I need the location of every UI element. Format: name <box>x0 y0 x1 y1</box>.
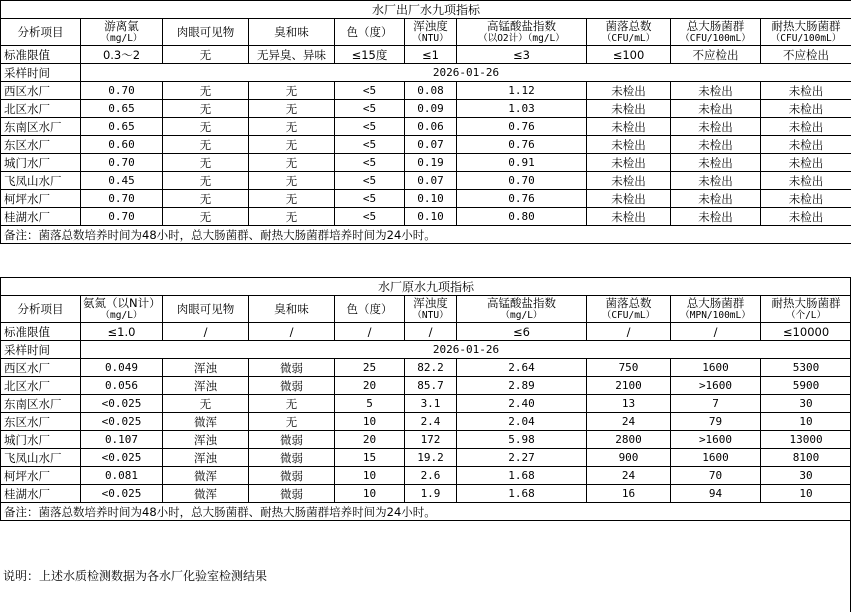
column-header-label: 耐热大肠菌群 <box>771 18 841 33</box>
plant-name-cell: 西区水厂 <box>1 82 81 100</box>
value-cell: 10 <box>335 413 405 431</box>
finished-water-table <box>0 0 851 244</box>
value-cell: 未检出 <box>671 190 761 208</box>
value-cell: 2100 <box>587 377 671 395</box>
value-cell: 2.4 <box>405 413 457 431</box>
value-cell: 0.10 <box>405 190 457 208</box>
value-cell: 0.07 <box>405 136 457 154</box>
title-row <box>1 278 851 296</box>
column-header-label: 臭和味 <box>274 24 309 39</box>
value-cell: 13000 <box>761 431 851 449</box>
value-cell: 5900 <box>761 377 851 395</box>
table-title: 水厂出厂水九项指标 <box>1 1 851 19</box>
column-header-unit: （以O2计）（mg/L） <box>478 32 565 44</box>
value-cell: 微浑 <box>163 467 249 485</box>
value-cell: 2.04 <box>457 413 587 431</box>
column-header <box>405 296 457 323</box>
value-cell: 0.70 <box>81 190 163 208</box>
value-cell: 1.68 <box>457 467 587 485</box>
table-row <box>1 395 851 413</box>
value-cell: 未检出 <box>587 154 671 172</box>
value-cell: 3.1 <box>405 395 457 413</box>
value-cell: 20 <box>335 431 405 449</box>
value-cell: 未检出 <box>761 100 851 118</box>
value-cell: 浑浊 <box>163 359 249 377</box>
column-header-label: 总大肠菌群 <box>686 295 745 310</box>
value-cell: 2.89 <box>457 377 587 395</box>
column-header-label: 分析项目 <box>17 301 64 316</box>
column-header-label: 色（度） <box>346 301 393 316</box>
note-row <box>1 503 851 521</box>
table-row <box>1 413 851 431</box>
value-cell: <5 <box>335 154 405 172</box>
column-header <box>335 19 405 46</box>
column-header-unit: （MPN/100mL） <box>680 309 751 321</box>
value-cell: 1.12 <box>457 82 587 100</box>
value-cell: 未检出 <box>671 118 761 136</box>
value-cell: 1600 <box>671 359 761 377</box>
column-header-unit: （个/L） <box>786 309 827 321</box>
value-cell: <0.025 <box>81 449 163 467</box>
standard-cell: 不应检出 <box>761 46 851 64</box>
standard-cell: 标准限值 <box>1 46 81 64</box>
value-cell: 0.70 <box>81 154 163 172</box>
plant-name-cell: 柯坪水厂 <box>1 467 81 485</box>
table-row <box>1 377 851 395</box>
value-cell: 0.08 <box>405 82 457 100</box>
value-cell: 无 <box>163 118 249 136</box>
note-row <box>1 226 851 244</box>
value-cell: 无 <box>249 136 335 154</box>
value-cell: 0.80 <box>457 208 587 226</box>
value-cell: 0.70 <box>457 172 587 190</box>
standard-cell: / <box>671 323 761 341</box>
table-row <box>1 172 851 190</box>
value-cell: 未检出 <box>587 190 671 208</box>
value-cell: <0.025 <box>81 413 163 431</box>
table-row <box>1 100 851 118</box>
column-header-unit: （mg/L） <box>100 309 143 321</box>
column-header <box>81 296 163 323</box>
value-cell: 无 <box>249 395 335 413</box>
value-cell: 无 <box>163 100 249 118</box>
value-cell: 0.107 <box>81 431 163 449</box>
value-cell: <5 <box>335 172 405 190</box>
column-header <box>457 19 587 46</box>
value-cell: 2.40 <box>457 395 587 413</box>
column-header <box>587 19 671 46</box>
value-cell: <0.025 <box>81 395 163 413</box>
column-header <box>249 296 335 323</box>
plant-name-cell: 西区水厂 <box>1 359 81 377</box>
column-header-label: 氨氮（以N计） <box>83 295 161 310</box>
plant-name-cell: 飞凤山水厂 <box>1 449 81 467</box>
column-header <box>163 19 249 46</box>
value-cell: 微浑 <box>163 485 249 503</box>
sampling-row <box>1 64 851 82</box>
standard-cell: ≤3 <box>457 46 587 64</box>
column-header-unit: （NTU） <box>412 32 449 44</box>
plant-name-cell: 东区水厂 <box>1 136 81 154</box>
value-cell: <5 <box>335 82 405 100</box>
value-cell: 0.91 <box>457 154 587 172</box>
standard-cell: ≤6 <box>457 323 587 341</box>
column-header <box>335 296 405 323</box>
value-cell: 浑浊 <box>163 431 249 449</box>
column-header-unit: （mg/L） <box>500 309 543 321</box>
value-cell: 微弱 <box>249 359 335 377</box>
column-header <box>1 296 81 323</box>
column-header-label: 耐热大肠菌群 <box>771 295 841 310</box>
value-cell: <5 <box>335 100 405 118</box>
value-cell: 900 <box>587 449 671 467</box>
table-row <box>1 154 851 172</box>
value-cell: 750 <box>587 359 671 377</box>
table2-body <box>1 278 851 521</box>
standard-cell: / <box>405 323 457 341</box>
standard-cell: 0.3～2 <box>81 46 163 64</box>
value-cell: 未检出 <box>761 82 851 100</box>
value-cell: 1600 <box>671 449 761 467</box>
value-cell: 无 <box>163 136 249 154</box>
value-cell: 10 <box>761 485 851 503</box>
raw-water-table <box>0 277 851 521</box>
value-cell: 0.45 <box>81 172 163 190</box>
column-header-label: 游离氯 <box>104 18 139 33</box>
table-title: 水厂原水九项指标 <box>1 278 851 296</box>
standard-cell: ≤100 <box>587 46 671 64</box>
value-cell: 0.10 <box>405 208 457 226</box>
value-cell: 未检出 <box>587 172 671 190</box>
column-header-unit: （NTU） <box>412 309 449 321</box>
value-cell: 未检出 <box>587 118 671 136</box>
column-header-label: 浑浊度 <box>413 18 448 33</box>
plant-name-cell: 北区水厂 <box>1 377 81 395</box>
value-cell: 未检出 <box>587 100 671 118</box>
value-cell: 24 <box>587 413 671 431</box>
value-cell: 15 <box>335 449 405 467</box>
standard-cell: / <box>249 323 335 341</box>
table-note: 备注：菌落总数培养时间为48小时，总大肠菌群、耐热大肠菌群培养时间为24小时。 <box>1 503 851 521</box>
value-cell: >1600 <box>671 431 761 449</box>
value-cell: 0.07 <box>405 172 457 190</box>
value-cell: 0.76 <box>457 190 587 208</box>
value-cell: 1.9 <box>405 485 457 503</box>
table-row <box>1 449 851 467</box>
standard-cell: ≤1 <box>405 46 457 64</box>
value-cell: 8100 <box>761 449 851 467</box>
value-cell: 2.6 <box>405 467 457 485</box>
column-header-label: 总大肠菌群 <box>686 18 745 33</box>
value-cell: 0.081 <box>81 467 163 485</box>
column-header <box>671 296 761 323</box>
column-header-label: 分析项目 <box>17 24 64 39</box>
value-cell: 未检出 <box>761 190 851 208</box>
value-cell: 无 <box>163 172 249 190</box>
column-header <box>249 19 335 46</box>
value-cell: 无 <box>163 154 249 172</box>
value-cell: <5 <box>335 208 405 226</box>
column-header-label: 色（度） <box>346 24 393 39</box>
value-cell: 微弱 <box>249 377 335 395</box>
column-header-unit: （CFU/mL） <box>601 309 656 321</box>
value-cell: 微浑 <box>163 413 249 431</box>
table-row <box>1 82 851 100</box>
column-header-label: 菌落总数 <box>605 295 652 310</box>
standard-cell: ≤10000 <box>761 323 851 341</box>
value-cell: 微弱 <box>249 449 335 467</box>
plant-name-cell: 东南区水厂 <box>1 118 81 136</box>
value-cell: 未检出 <box>761 208 851 226</box>
value-cell: 10 <box>335 485 405 503</box>
column-header-unit: （CFU/100mL） <box>680 32 751 44</box>
sampling-label: 采样时间 <box>1 341 81 359</box>
sampling-date: 2026-01-26 <box>81 341 851 359</box>
standard-cell: 标准限值 <box>1 323 81 341</box>
sampling-label: 采样时间 <box>1 64 81 82</box>
plant-name-cell: 东南区水厂 <box>1 395 81 413</box>
value-cell: >1600 <box>671 377 761 395</box>
standard-cell: / <box>587 323 671 341</box>
plant-name-cell: 城门水厂 <box>1 431 81 449</box>
sampling-row <box>1 341 851 359</box>
column-header-label: 肉眼可见物 <box>176 301 235 316</box>
value-cell: 微弱 <box>249 467 335 485</box>
standard-cell: / <box>163 323 249 341</box>
plant-name-cell: 桂湖水厂 <box>1 485 81 503</box>
header-row <box>1 19 851 46</box>
value-cell: 未检出 <box>761 136 851 154</box>
standard-cell: ≤15度 <box>335 46 405 64</box>
value-cell: 浑浊 <box>163 377 249 395</box>
column-header <box>405 19 457 46</box>
value-cell: 未检出 <box>587 208 671 226</box>
value-cell: 无 <box>249 190 335 208</box>
column-header-unit: （CFU/mL） <box>601 32 656 44</box>
table-row <box>1 485 851 503</box>
column-header <box>81 19 163 46</box>
value-cell: 5.98 <box>457 431 587 449</box>
value-cell: 0.60 <box>81 136 163 154</box>
column-header <box>671 19 761 46</box>
standard-cell: 不应检出 <box>671 46 761 64</box>
plant-name-cell: 东区水厂 <box>1 413 81 431</box>
table-note: 备注：菌落总数培养时间为48小时，总大肠菌群、耐热大肠菌群培养时间为24小时。 <box>1 226 851 244</box>
value-cell: 微弱 <box>249 485 335 503</box>
value-cell: 16 <box>587 485 671 503</box>
value-cell: 未检出 <box>671 100 761 118</box>
column-header-label: 肉眼可见物 <box>176 24 235 39</box>
value-cell: 2800 <box>587 431 671 449</box>
value-cell: 85.7 <box>405 377 457 395</box>
value-cell: 无 <box>163 208 249 226</box>
table-row <box>1 431 851 449</box>
value-cell: 0.65 <box>81 100 163 118</box>
standard-cell: / <box>335 323 405 341</box>
value-cell: 0.76 <box>457 118 587 136</box>
standard-cell: 无异臭、异味 <box>249 46 335 64</box>
standard-row <box>1 323 851 341</box>
column-header-label: 浑浊度 <box>413 295 448 310</box>
value-cell: 未检出 <box>671 136 761 154</box>
value-cell: 10 <box>761 413 851 431</box>
value-cell: 19.2 <box>405 449 457 467</box>
header-row <box>1 296 851 323</box>
column-header-label: 菌落总数 <box>605 18 652 33</box>
table-row <box>1 136 851 154</box>
value-cell: 5300 <box>761 359 851 377</box>
value-cell: 79 <box>671 413 761 431</box>
value-cell: <5 <box>335 190 405 208</box>
value-cell: 1.68 <box>457 485 587 503</box>
value-cell: 2.64 <box>457 359 587 377</box>
value-cell: 0.056 <box>81 377 163 395</box>
table-row <box>1 467 851 485</box>
value-cell: 无 <box>249 100 335 118</box>
value-cell: 5 <box>335 395 405 413</box>
value-cell: <0.025 <box>81 485 163 503</box>
value-cell: 70 <box>671 467 761 485</box>
value-cell: 未检出 <box>761 154 851 172</box>
value-cell: 未检出 <box>671 82 761 100</box>
value-cell: 未检出 <box>671 172 761 190</box>
value-cell: 无 <box>249 154 335 172</box>
value-cell: 未检出 <box>587 82 671 100</box>
column-header-unit: （mg/L） <box>100 32 143 44</box>
column-header <box>163 296 249 323</box>
value-cell: 1.03 <box>457 100 587 118</box>
plant-name-cell: 北区水厂 <box>1 100 81 118</box>
value-cell: 无 <box>249 413 335 431</box>
value-cell: 微弱 <box>249 431 335 449</box>
value-cell: 未检出 <box>761 172 851 190</box>
value-cell: 无 <box>163 82 249 100</box>
value-cell: 2.27 <box>457 449 587 467</box>
value-cell: 无 <box>249 208 335 226</box>
table-row <box>1 208 851 226</box>
table-row <box>1 118 851 136</box>
value-cell: 未检出 <box>587 136 671 154</box>
plant-name-cell: 飞凤山水厂 <box>1 172 81 190</box>
column-header <box>587 296 671 323</box>
value-cell: 无 <box>249 118 335 136</box>
value-cell: 浑浊 <box>163 449 249 467</box>
plant-name-cell: 柯坪水厂 <box>1 190 81 208</box>
value-cell: 0.76 <box>457 136 587 154</box>
standard-cell: 无 <box>163 46 249 64</box>
title-row <box>1 1 851 19</box>
value-cell: 0.65 <box>81 118 163 136</box>
value-cell: 无 <box>163 395 249 413</box>
standard-row <box>1 46 851 64</box>
value-cell: 未检出 <box>671 154 761 172</box>
plant-name-cell: 城门水厂 <box>1 154 81 172</box>
value-cell: 20 <box>335 377 405 395</box>
value-cell: 172 <box>405 431 457 449</box>
column-header <box>761 296 851 323</box>
table1-body <box>1 1 851 244</box>
column-header-label: 臭和味 <box>274 301 309 316</box>
value-cell: 82.2 <box>405 359 457 377</box>
sampling-date: 2026-01-26 <box>81 64 851 82</box>
column-header <box>1 19 81 46</box>
column-header-unit: （CFU/100mL） <box>770 32 842 44</box>
value-cell: 0.19 <box>405 154 457 172</box>
value-cell: 25 <box>335 359 405 377</box>
table-row <box>1 190 851 208</box>
plant-name-cell: 桂湖水厂 <box>1 208 81 226</box>
value-cell: 无 <box>249 82 335 100</box>
column-header <box>761 19 851 46</box>
value-cell: 13 <box>587 395 671 413</box>
value-cell: 10 <box>335 467 405 485</box>
value-cell: 未检出 <box>671 208 761 226</box>
standard-cell: ≤1.0 <box>81 323 163 341</box>
footer-note: 说明：上述水质检测数据为各水厂化验室检测结果 <box>3 569 268 583</box>
value-cell: 无 <box>163 190 249 208</box>
column-header-label: 高锰酸盐指数 <box>487 18 556 33</box>
value-cell: 0.049 <box>81 359 163 377</box>
value-cell: 7 <box>671 395 761 413</box>
table-row <box>1 359 851 377</box>
value-cell: 30 <box>761 395 851 413</box>
column-header-label: 高锰酸盐指数 <box>487 295 556 310</box>
column-header <box>457 296 587 323</box>
value-cell: <5 <box>335 136 405 154</box>
value-cell: 未检出 <box>761 118 851 136</box>
value-cell: 0.70 <box>81 208 163 226</box>
value-cell: 94 <box>671 485 761 503</box>
value-cell: 24 <box>587 467 671 485</box>
value-cell: 0.70 <box>81 82 163 100</box>
value-cell: 0.09 <box>405 100 457 118</box>
value-cell: <5 <box>335 118 405 136</box>
value-cell: 30 <box>761 467 851 485</box>
value-cell: 无 <box>249 172 335 190</box>
value-cell: 0.06 <box>405 118 457 136</box>
